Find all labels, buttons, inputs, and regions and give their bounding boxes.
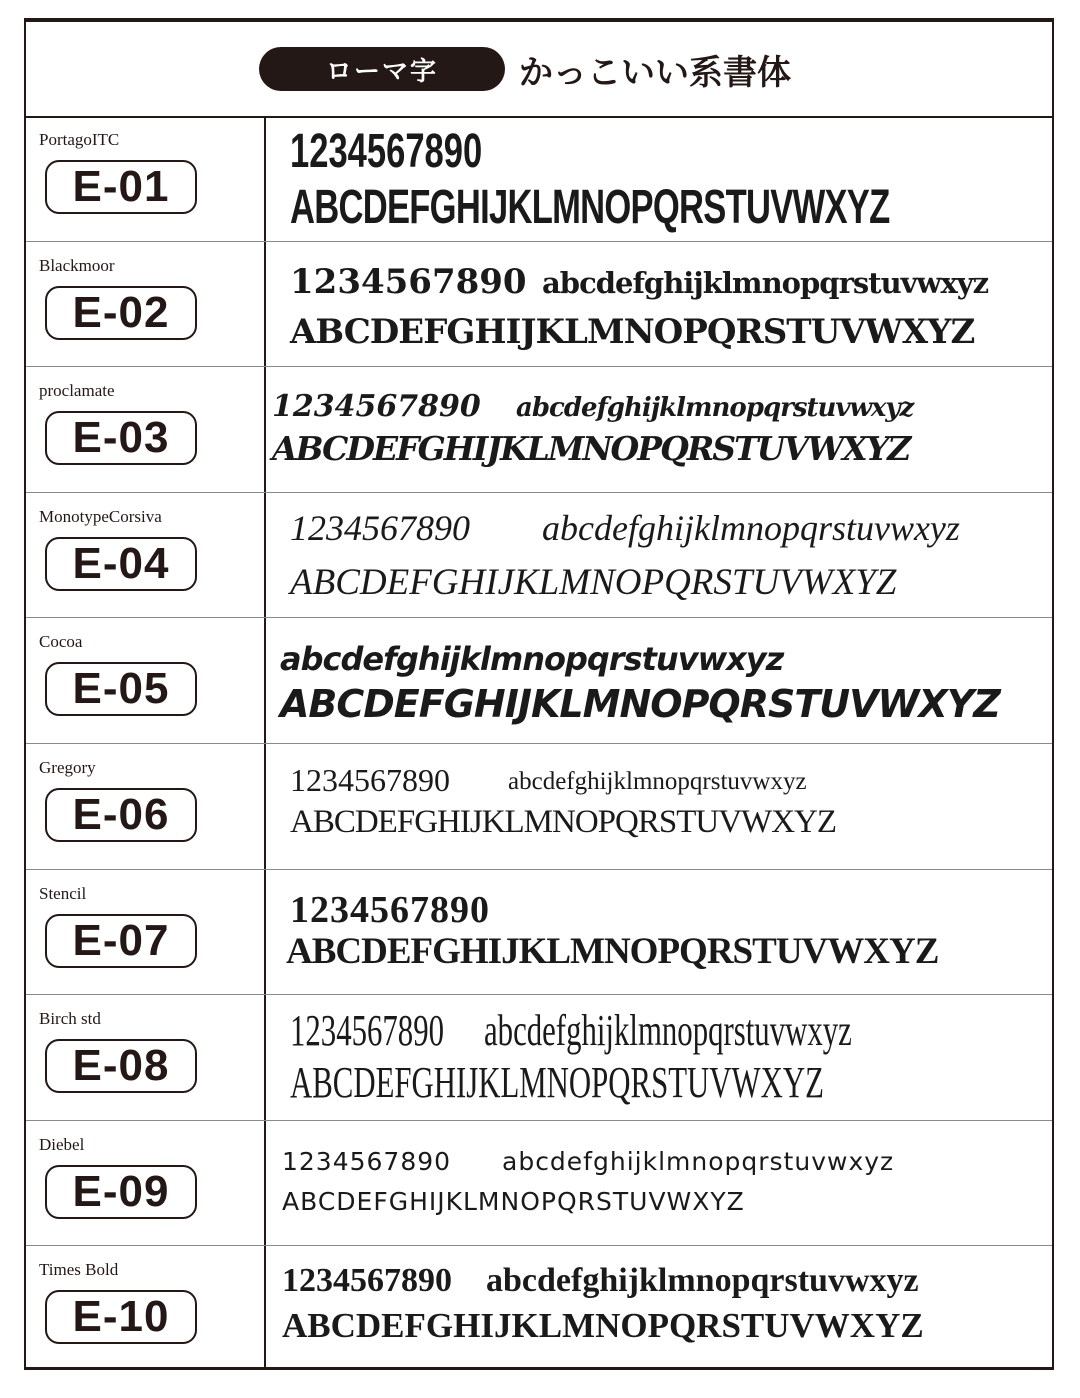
font-row-e04	[26, 493, 1052, 619]
sample-uppercase: ABCDEFGHIJKLMNOPQRSTUVWXYZ	[290, 311, 975, 352]
font-sample	[266, 116, 1052, 241]
font-sample	[266, 367, 1052, 492]
font-row-e09	[26, 1121, 1052, 1247]
font-row-e05	[26, 618, 1052, 744]
font-sample	[266, 870, 1052, 995]
font-sample-sheet	[24, 18, 1054, 1370]
font-name: MonotypeCorsiva	[39, 506, 162, 526]
font-sample	[266, 242, 1052, 367]
font-sample	[266, 995, 1052, 1120]
sample-uppercase: ABCDEFGHIJKLMNOPQRSTUVWXYZ	[290, 803, 837, 840]
font-sample	[266, 618, 1052, 743]
font-code: E-07	[45, 914, 197, 968]
font-row-e06	[26, 744, 1052, 870]
font-label-cell	[26, 367, 264, 492]
font-code: E-01	[45, 160, 197, 214]
font-label-cell	[26, 1121, 264, 1246]
font-label-cell	[26, 493, 264, 618]
font-sample	[266, 1121, 1052, 1246]
font-code: E-10	[45, 1290, 197, 1344]
font-row-e01	[26, 116, 1052, 242]
font-row-e03	[26, 367, 1052, 493]
sample-numerals: 1234567890	[282, 1146, 452, 1176]
font-name: Stencil	[39, 883, 87, 903]
sample-lowercase: abcdefghijklmnopqrstuvwxyz	[542, 265, 989, 300]
font-name: Times Bold	[39, 1260, 119, 1280]
sample-numerals: 1234567890	[290, 261, 527, 302]
font-name: PortagoITC	[39, 130, 120, 149]
font-label-cell	[26, 744, 264, 869]
sample-uppercase: ABCDEFGHIJKLMNOPQRSTUVWXYZ	[290, 181, 890, 234]
sample-lowercase: abcdefghijklmnopqrstuvwxyz	[516, 393, 914, 424]
sheet-title: かっこいい系書体	[519, 52, 791, 93]
font-label-cell	[26, 1246, 264, 1372]
sample-lowercase: abcdefghijklmnopqrstuvwxyz	[280, 640, 784, 679]
sample-lowercase: abcdefghijklmnopqrstuvwxyz	[542, 507, 960, 548]
sample-uppercase: ABCDEFGHIJKLMNOPQRSTUVWXYZ	[272, 429, 910, 469]
font-label-cell	[26, 116, 264, 241]
font-name: Gregory	[39, 757, 96, 777]
sample-lowercase: abcdefghijklmnopqrstuvwxyz	[484, 1006, 852, 1056]
font-code: E-04	[45, 537, 197, 591]
sample-numerals: 1234567890	[290, 761, 450, 798]
sample-uppercase: ABCDEFGHIJKLMNOPQRSTUVWXYZ	[290, 1058, 824, 1108]
font-row-e10	[26, 1246, 1052, 1372]
sample-uppercase: ABCDEFGHIJKLMNOPQRSTUVWXYZ	[286, 930, 939, 972]
font-label-cell	[26, 995, 264, 1120]
sample-lowercase: abcdefghijklmnopqrstuvwxyz	[486, 1262, 919, 1300]
font-code: E-03	[45, 411, 197, 465]
font-label-cell	[26, 870, 264, 995]
font-code: E-02	[45, 286, 197, 340]
font-sample	[266, 493, 1052, 618]
sample-uppercase: ABCDEFGHIJKLMNOPQRSTUVWXYZ	[282, 1306, 924, 1346]
font-name: Blackmoor	[39, 255, 115, 275]
font-row-e02	[26, 242, 1052, 368]
font-sample	[266, 1246, 1052, 1372]
font-name: Diebel	[39, 1134, 85, 1154]
font-row-e08	[26, 995, 1052, 1121]
sample-numerals: 1234567890	[290, 1006, 444, 1056]
font-row-e07	[26, 870, 1052, 996]
font-label-cell	[26, 618, 264, 743]
sample-uppercase: ABCDEFGHIJKLMNOPQRSTUVWXYZ	[280, 682, 1000, 727]
font-code: E-06	[45, 788, 197, 842]
font-name: proclamate	[39, 381, 115, 401]
sample-uppercase: ABCDEFGHIJKLMNOPQRSTUVWXYZ	[290, 561, 897, 603]
font-list	[26, 116, 1052, 1367]
font-sample	[266, 744, 1052, 869]
font-label-cell	[26, 242, 264, 367]
sample-numerals: 1234567890	[282, 1262, 452, 1300]
font-name: Birch std	[39, 1009, 101, 1029]
sample-numerals: 1234567890	[290, 507, 470, 548]
font-name: Cocoa	[39, 632, 83, 652]
sample-numerals: 1234567890	[272, 389, 481, 425]
sheet-header	[26, 22, 1052, 118]
font-code: E-05	[45, 662, 197, 716]
romaji-badge: ローマ字	[259, 47, 505, 91]
font-code: E-08	[45, 1039, 197, 1093]
sample-lowercase: abcdefghijklmnopqrstuvwxyz	[508, 767, 807, 795]
sample-uppercase: ABCDEFGHIJKLMNOPQRSTUVWXYZ	[282, 1186, 745, 1216]
sample-lowercase: abcdefghijklmnopqrstuvwxyz	[502, 1146, 895, 1176]
sample-numerals: 1234567890	[290, 125, 483, 178]
sample-numerals: 1234567890	[290, 888, 490, 931]
font-code: E-09	[45, 1165, 197, 1219]
